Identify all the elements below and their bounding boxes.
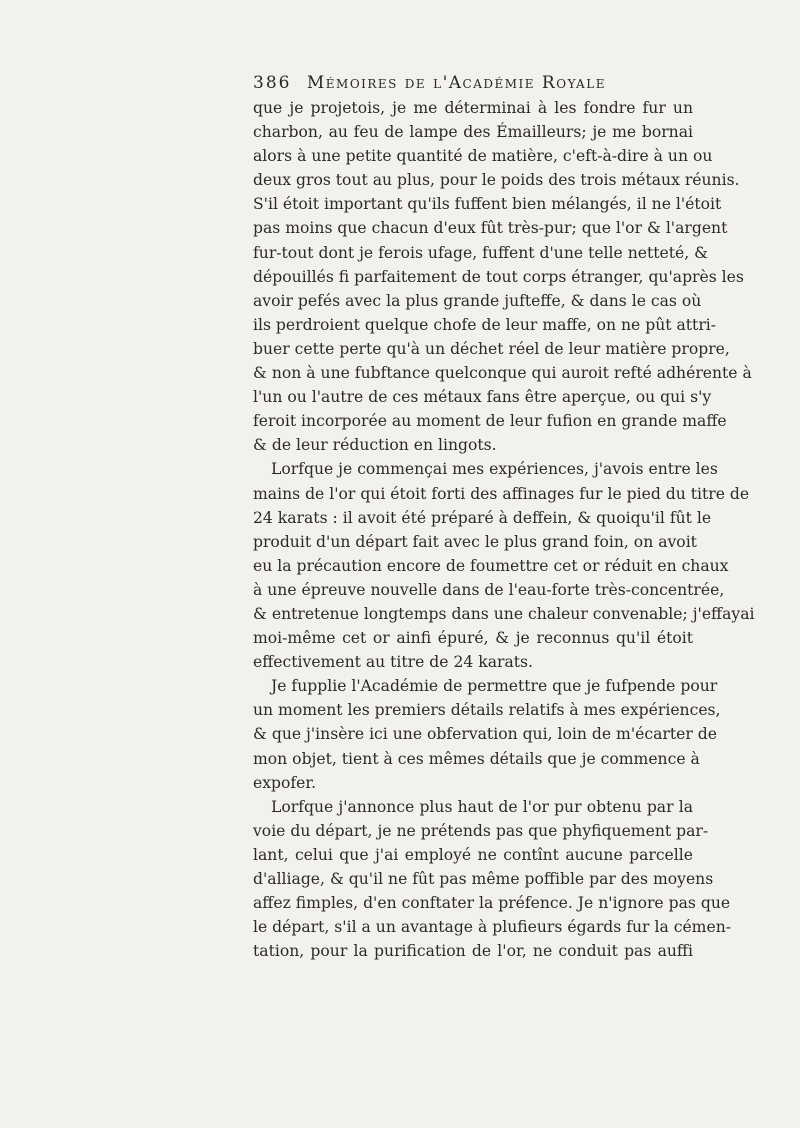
text-line: S'il étoit important qu'ils fuffent bien mélangés, il ne l'étoit bbox=[253, 195, 722, 214]
text-line: fur-tout dont je ferois ufage, fuffent d'une telle netteté, & bbox=[253, 243, 709, 262]
text-line: & entretenue longtemps dans une chaleur convenable; j'effayai bbox=[253, 604, 755, 623]
text-line: à une épreuve nouvelle dans de l'eau-forte très-concentrée, bbox=[253, 580, 725, 599]
text-line: deux gros tout au plus, pour le poids des trois métaux réunis. bbox=[253, 171, 740, 190]
text-line: l'un ou l'autre de ces métaux fans être aperçue, ou qui s'y bbox=[253, 388, 712, 407]
text-line: & non à une fubftance quelconque qui auroit refté adhérente à bbox=[253, 364, 752, 383]
text-line: moi-même cet or ainfi épuré, & je reconnus qu'il étoit bbox=[253, 629, 693, 648]
running-title: Mémoires de l'Académie Royale bbox=[306, 73, 606, 93]
body-text bbox=[253, 96, 755, 963]
text-line: le départ, s'il a un avantage à plufieurs égards fur la cémen- bbox=[253, 918, 732, 937]
text-line: avoir pefés avec la plus grande jufteffe, & dans le cas où bbox=[253, 291, 702, 310]
text-line: 24 karats : il avoit été préparé à deffein, & quoiqu'il fût le bbox=[253, 508, 712, 527]
page-number: 386 bbox=[253, 73, 292, 93]
text-line: mains de l'or qui étoit forti des affinages fur le pied du titre de bbox=[253, 484, 750, 503]
text-line: ils perdroient quelque chofe de leur maffe, on ne pût attri- bbox=[253, 315, 717, 334]
text-line: produit d'un départ fait avec le plus grand foin, on avoit bbox=[253, 532, 697, 551]
text-line: tation, pour la purification de l'or, ne conduit pas auffi bbox=[253, 942, 693, 961]
text-line: pas moins que chacun d'eux fût très-pur; que l'or & l'argent bbox=[253, 219, 728, 238]
text-line: charbon, au feu de lampe des Émailleurs; je me bornai bbox=[253, 123, 693, 142]
text-line: effectivement au titre de 24 karats. bbox=[253, 653, 533, 672]
text-line: alors à une petite quantité de matière, c'eft-à-dire à un ou bbox=[253, 147, 713, 166]
text-line: que je projetois, je me déterminai à les fondre fur un bbox=[253, 99, 693, 117]
text-line: Je fupplie l'Académie de permettre que je fufpende pour bbox=[271, 677, 718, 696]
text-line: lant, celui que j'ai employé ne contînt aucune parcelle bbox=[253, 845, 693, 864]
text-line: & que j'insère ici une obfervation qui, loin de m'écarter de bbox=[253, 725, 717, 744]
text-line: eu la précaution encore de foumettre cet or réduit en chaux bbox=[253, 556, 729, 575]
text-line: affez fimples, d'en conftater la préfence. Je n'ignore pas que bbox=[253, 894, 731, 913]
running-header bbox=[253, 73, 693, 97]
text-line: Lorfque je commençai mes expériences, j'avois entre les bbox=[271, 460, 718, 479]
text-line: d'alliage, & qu'il ne fût pas même poffible par des moyens bbox=[253, 870, 714, 888]
text-line: expofer. bbox=[253, 773, 317, 792]
text-line: & de leur réduction en lingots. bbox=[253, 436, 497, 455]
text-line: voie du départ, je ne prétends pas que phyfiquement par- bbox=[253, 821, 709, 840]
text-line: feroit incorporée au moment de leur fufion en grande maffe bbox=[253, 412, 727, 431]
text-line: Lorfque j'annonce plus haut de l'or pur obtenu par la bbox=[271, 797, 693, 816]
text-line: un moment les premiers détails relatifs à mes expériences, bbox=[253, 701, 721, 720]
text-line: mon objet, tient à ces mêmes détails que je commence à bbox=[253, 749, 700, 768]
text-line: dépouillés fi parfaitement de tout corps étranger, qu'après les bbox=[253, 267, 744, 286]
text-line: buer cette perte qu'à un déchet réel de leur matière propre, bbox=[253, 339, 730, 358]
